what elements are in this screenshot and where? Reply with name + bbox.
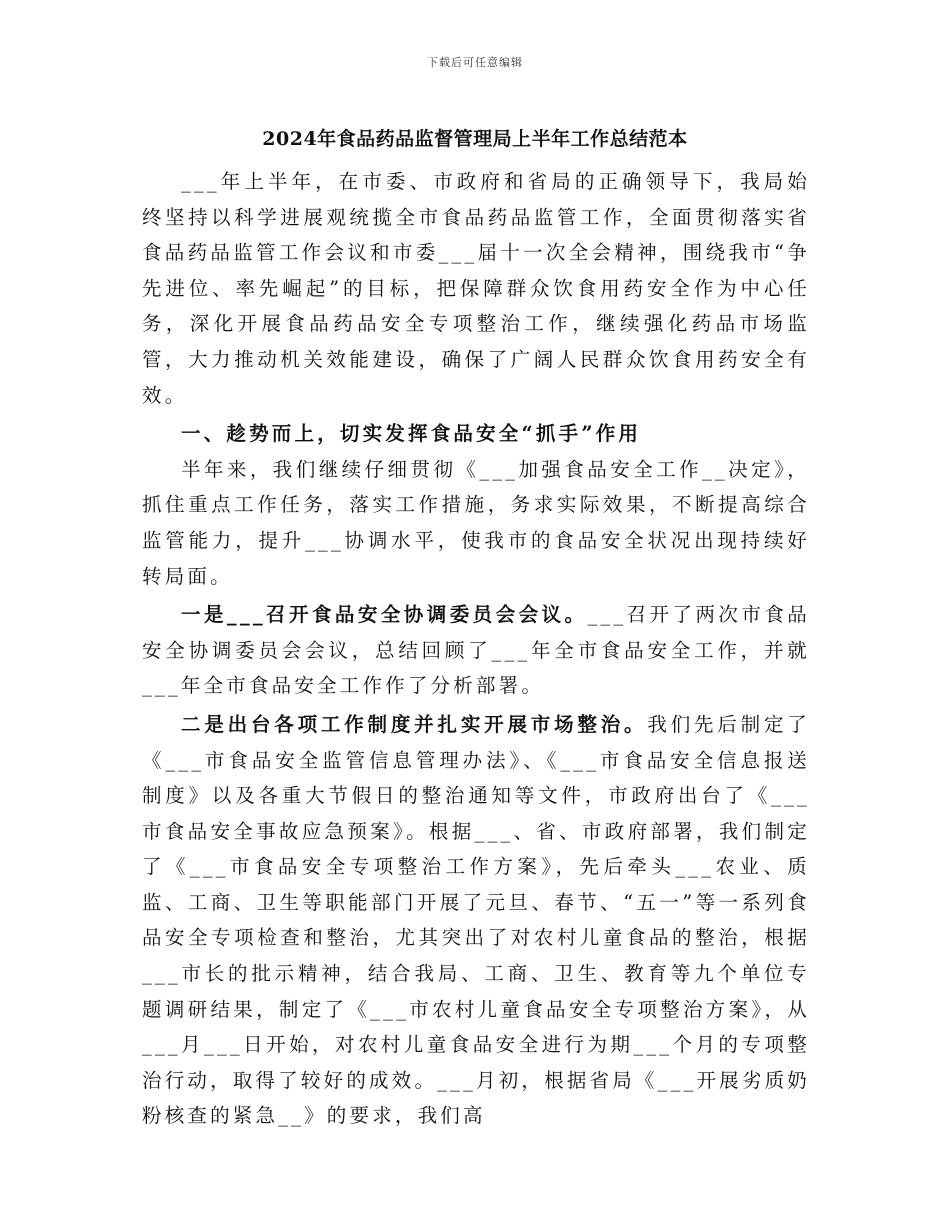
section-heading-1: 一、趁势而上，切实发挥食品安全“抓手”作用 <box>181 422 642 446</box>
item-2-text: 我们先后制定了《___市食品安全监管信息管理办法》、《___市食品安全信息报送制度》以及各重大节假日的整治通知等文件，市政府出台了《___市食品安全事故应急预案》。根据___、省、市政府部署，我们制定了《___市食品安全专项整治工作方案》，先后牵头___农业、质监、工商、卫生等职能部门开展了元旦、春节、“五一”等一系列食品安全专项检查和整治，尤其突出了对农村儿童食品的整治，根据___市长的批示精神，结合我局、工商、卫生、教育等九个单位专题调研结果，制定了《___市农村儿童食品安全专项整治方案》，从___月___日开始，对农村儿童食品安全进行为期___个月的专项整治行动，取得了较好的成效。___月初，根据省局《___开展劣质奶粉核查的紧急__》的要求，我们高 <box>142 712 810 1128</box>
section-1-paragraph: 半年来，我们继续仔细贯彻《___加强食品安全工作__决定》，抓住重点工作任务，落实工作措施，务求实际效果，不断提高综合监管能力，提升___协调水平，使我市的食品安全状况出现持续好转局面。 <box>142 457 810 588</box>
item-1-text: ___召开了两次市食品安全协调委员会会议，总结回顾了___年全市食品安全工作，并就___年全市食品安全工作作了分析部署。 <box>142 603 810 698</box>
item-1-lead: 一是___召开食品安全协调委员会会议。 <box>181 603 588 627</box>
header-note: 下载后可任意编辑 <box>427 56 523 69</box>
item-2-lead: 二是出台各项工作制度并扎实开展市场整治。 <box>181 712 648 736</box>
item-1-paragraph <box>142 597 810 704</box>
intro-paragraph: ___年上半年，在市委、市政府和省局的正确领导下，我局始终坚持以科学进展观统揽全市食品药品监管工作，全面贯彻落实省食品药品监管工作会议和市委___届十一次全会精神，围绕我市“争先进位、率先崛起”的目标，把保障群众饮食用药安全作为中心任务，深化开展食品药品安全专项整治工作，继续强化药品市场监管，大力推动机关效能建设，确保了广阔人民群众饮食用药安全有效。 <box>142 170 810 407</box>
item-2-paragraph <box>142 707 810 1134</box>
document-body <box>142 164 810 1134</box>
document-title: 2024年食品药品监督管理局上半年工作总结范本 <box>262 128 688 150</box>
